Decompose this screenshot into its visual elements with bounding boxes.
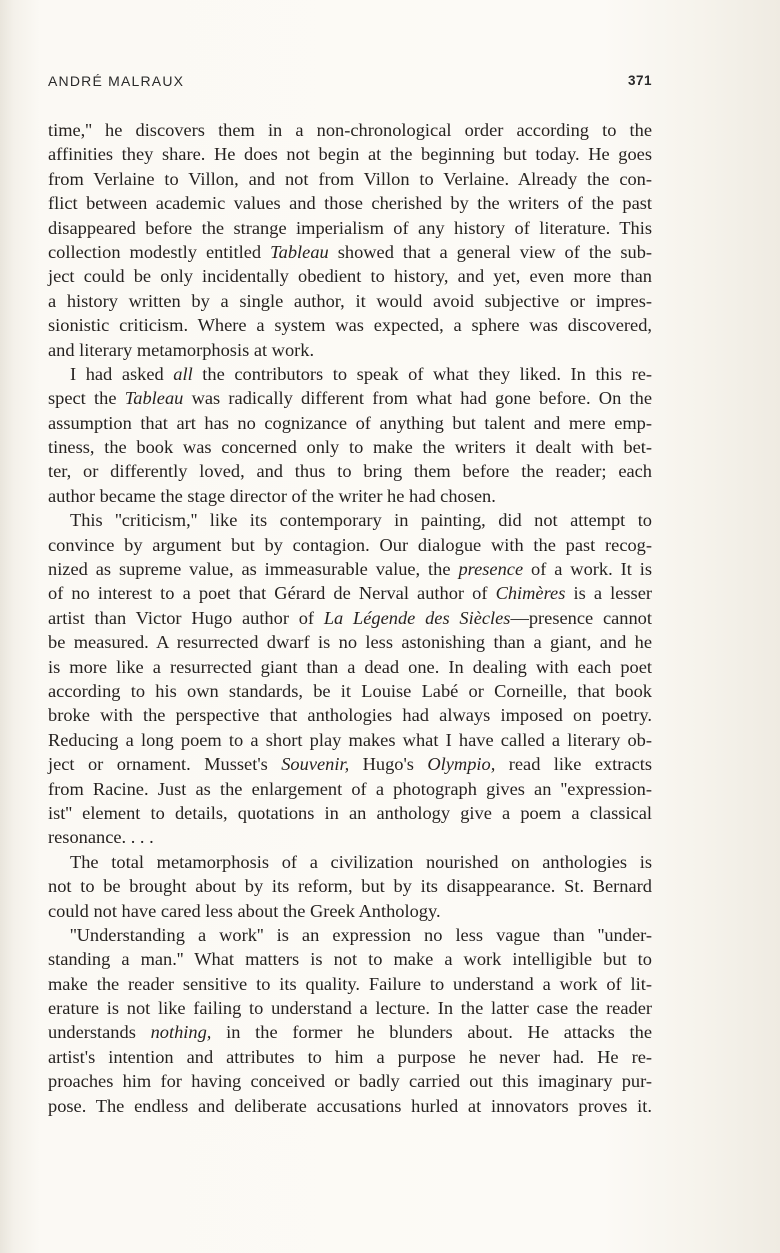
running-head-title: ANDRÉ MALRAUX	[48, 73, 185, 89]
text-line	[48, 533, 652, 557]
text-run: showed that a general view of the sub-	[328, 241, 653, 262]
italic-title: Souvenir,	[281, 754, 350, 775]
text-run: tiness, the book was concerned only to make the writers it dealt with bet-	[48, 437, 652, 458]
text-run: was radically different from what had gone before. On the	[183, 388, 652, 409]
text-run: according to his own standards, be it Louise Labé or Corneille, that book	[48, 680, 652, 701]
text-run: ist'' element to details, quotations in an anthology give a poem a classical	[48, 802, 652, 823]
text-run: understands	[48, 1022, 151, 1043]
text-run: could not have cared less about the Greek Anthology.	[48, 900, 441, 921]
text-line	[48, 118, 652, 142]
text-line	[48, 1020, 652, 1044]
text-run: I had asked	[70, 363, 174, 384]
text-run: affinities they share. He does not begin at the beginning but today. He goes	[48, 144, 652, 165]
text-run: of no interest to a poet that Gérard de Nerval author of	[48, 583, 496, 604]
text-run: flict between academic values and those cherished by the writers of the past	[48, 193, 652, 214]
text-line	[48, 557, 652, 581]
text-line	[48, 240, 652, 264]
text-run: —presence cannot	[510, 607, 652, 628]
text-run: a history written by a single author, it would avoid subjective or impres-	[48, 290, 652, 311]
text-run: assumption that art has no cognizance of anything but talent and mere emp-	[48, 412, 652, 433]
text-line	[48, 801, 652, 825]
text-line	[48, 728, 652, 752]
italic-title: presence	[458, 559, 524, 580]
text-line	[48, 777, 652, 801]
text-run: disappeared before the strange imperialism of any history of literature. This	[48, 217, 652, 238]
text-run: broke with the perspective that anthologies had always imposed on poetry.	[48, 705, 652, 726]
text-run: artist than Victor Hugo author of	[48, 607, 324, 628]
text-line	[48, 484, 652, 508]
text-run: is a lesser	[565, 583, 652, 604]
text-run: time,'' he discovers them in a non-chronological order according to the	[48, 120, 652, 140]
text-run: the contributors to speak of what they liked. In this re-	[192, 363, 653, 384]
text-line	[48, 338, 652, 362]
text-run: ''Understanding a work'' is an expression no less vague than ''under-	[70, 924, 652, 945]
running-head	[48, 73, 652, 93]
italic-title: La Légende des Siècles	[323, 607, 511, 628]
text-line	[48, 874, 652, 898]
text-line	[48, 655, 652, 679]
text-run: Reducing a long poem to a short play makes what I have called a literary ob-	[48, 729, 652, 750]
text-line	[48, 606, 652, 630]
text-run: and literary metamorphosis at work.	[48, 339, 315, 360]
text-line	[48, 1094, 652, 1118]
text-line	[48, 850, 652, 874]
text-run: read like extracts	[495, 754, 653, 775]
text-run: artist's intention and attributes to him a purpose he never had. He re-	[48, 1046, 652, 1067]
text-line	[48, 386, 652, 410]
text-line	[48, 825, 652, 849]
text-line	[48, 142, 652, 166]
text-line	[48, 167, 652, 191]
text-run: ject could be only incidentally obedient to history, and yet, even more than	[48, 266, 652, 287]
text-line	[48, 947, 652, 971]
text-run: make the reader sensitive to its quality. Failure to understand a work of lit-	[48, 973, 652, 994]
text-run: proaches him for having conceived or badly carried out this imaginary pur-	[48, 1071, 652, 1092]
text-run: be measured. A resurrected dwarf is no less astonishing than a giant, and he	[48, 632, 652, 653]
text-run: ter, or differently loved, and thus to bring them before the reader; each	[48, 461, 652, 482]
text-line	[48, 216, 652, 240]
text-run: from Verlaine to Villon, and not from Villon to Verlaine. Already the con-	[48, 168, 652, 189]
text-line	[48, 459, 652, 483]
text-run: collection modestly entitled	[48, 241, 271, 262]
text-line	[48, 289, 652, 313]
text-line	[48, 191, 652, 215]
text-line	[48, 362, 652, 386]
page-number: 371	[627, 73, 652, 88]
text-run: nized as supreme value, as immeasurable value, the	[48, 559, 459, 580]
text-line	[48, 581, 652, 605]
text-run: from Racine. Just as the enlargement of a photograph gives an ''expression-	[48, 778, 652, 799]
text-run: not to be brought about by its reform, but by its disappearance. St. Bernard	[48, 876, 652, 897]
text-line	[48, 703, 652, 727]
text-line	[48, 972, 652, 996]
text-run: author became the stage director of the writer he had chosen.	[48, 485, 496, 506]
text-line	[48, 313, 652, 337]
italic-title: Olympio,	[427, 754, 496, 775]
text-run: pose. The endless and deliberate accusations hurled at innovators proves it.	[48, 1095, 652, 1116]
italic-title: all	[173, 363, 193, 384]
text-line	[48, 996, 652, 1020]
text-run: spect the	[48, 388, 125, 409]
text-line	[48, 1069, 652, 1093]
text-run: The total metamorphosis of a civilization nourished on anthologies is	[70, 851, 652, 872]
text-run: ject or ornament. Musset's	[48, 754, 282, 775]
text-run: erature is not like failing to understand a lecture. In the latter case the reader	[48, 998, 652, 1019]
text-line	[48, 679, 652, 703]
italic-title: nothing,	[150, 1022, 212, 1043]
italic-title: Tableau	[270, 241, 329, 262]
text-line	[48, 435, 652, 459]
body-text	[48, 118, 652, 1118]
text-line	[48, 630, 652, 654]
text-run: is more like a resurrected giant than a dead one. In dealing with each poet	[48, 656, 652, 677]
text-line	[48, 508, 652, 532]
italic-title: Chimères	[495, 583, 566, 604]
italic-title: Tableau	[124, 388, 184, 409]
text-line	[48, 752, 652, 776]
text-run: of a work. It is	[523, 559, 652, 580]
text-run: This ''criticism,'' like its contemporary in painting, did not attempt to	[70, 510, 652, 531]
text-run: standing a man.'' What matters is not to make a work intelligible but to	[48, 949, 652, 970]
text-run: convince by argument but by contagion. Our dialogue with the past recog-	[48, 534, 652, 555]
text-run: in the former he blunders about. He attacks the	[211, 1022, 652, 1043]
text-run: sionistic criticism. Where a system was expected, a sphere was discovered,	[48, 315, 652, 336]
text-line	[48, 899, 652, 923]
text-run: resonance. . . .	[48, 827, 154, 848]
text-line	[48, 411, 652, 435]
text-line	[48, 264, 652, 288]
text-line	[48, 1045, 652, 1069]
text-line	[48, 923, 652, 947]
text-run: Hugo's	[349, 754, 428, 775]
